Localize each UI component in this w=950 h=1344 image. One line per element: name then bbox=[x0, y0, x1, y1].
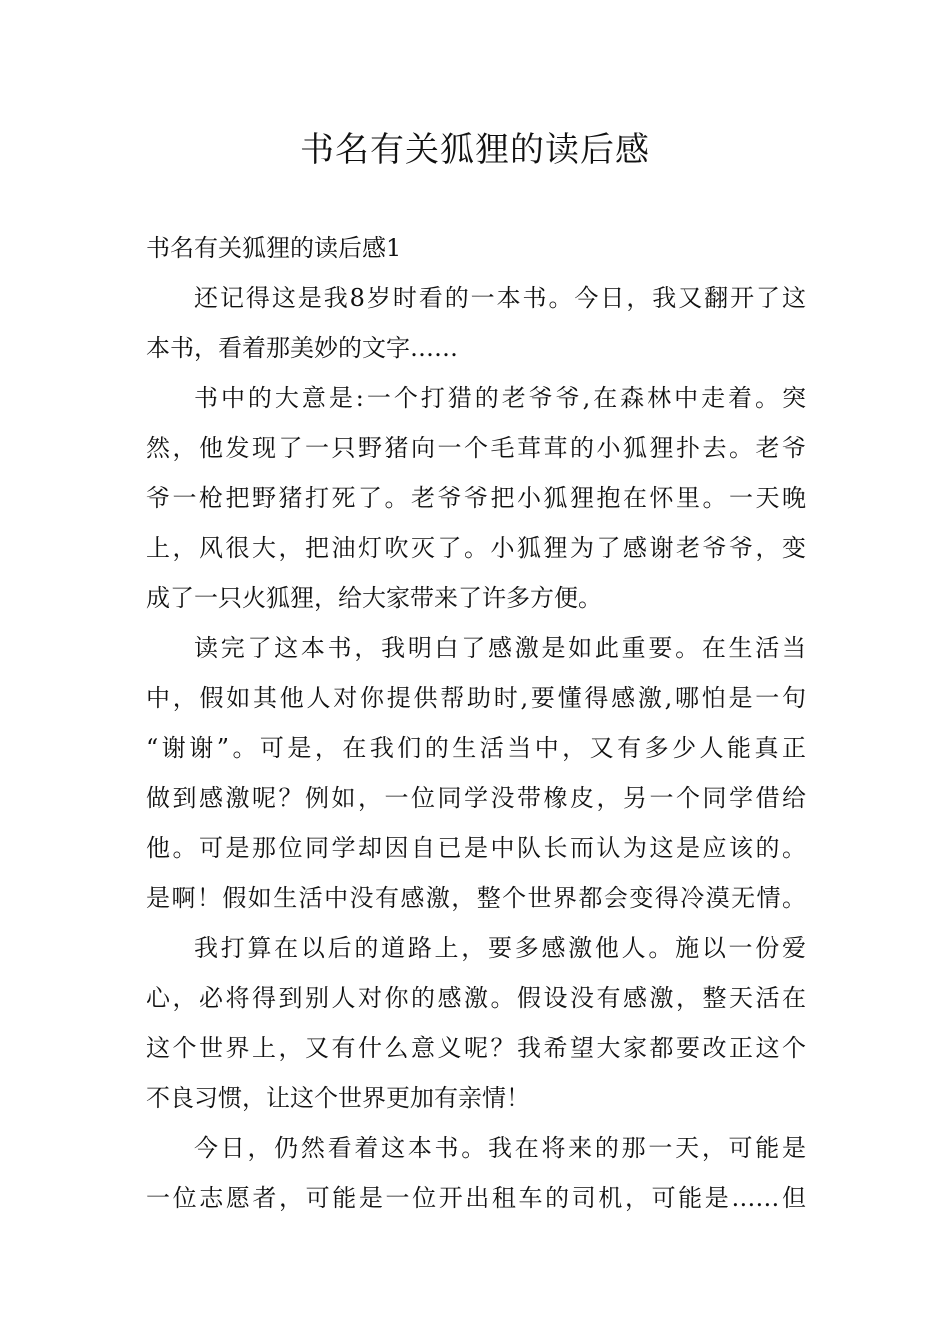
text-line: 中，假如其他人对你提供帮助时,要懂得感激,哪怕是一句 bbox=[146, 684, 806, 712]
section-heading: 书名有关狐狸的读后感1 bbox=[146, 234, 402, 262]
text-line: 本书，看着那美妙的文字…… bbox=[146, 334, 458, 362]
text-line: 上，风很大，把油灯吹灭了。小狐狸为了感谢老爷爷，变 bbox=[146, 534, 806, 562]
text-line: 成了一只火狐狸，给大家带来了许多方便。 bbox=[146, 584, 602, 612]
text-line: 一位志愿者，可能是一位开出租车的司机，可能是……但 bbox=[146, 1184, 806, 1212]
text-line: “谢谢”。可是，在我们的生活当中，又有多少人能真正 bbox=[146, 734, 806, 762]
text-line: 然，他发现了一只野猪向一个毛茸茸的小狐狸扑去。老爷 bbox=[146, 434, 806, 462]
text-line: 还记得这是我8岁时看的一本书。今日，我又翻开了这 bbox=[194, 284, 806, 312]
text-line: 做到感激呢？例如，一位同学没带橡皮，另一个同学借给 bbox=[146, 784, 806, 812]
text-line: 是啊！假如生活中没有感激，整个世界都会变得冷漠无情。 bbox=[146, 884, 806, 912]
text-line: 读完了这本书，我明白了感激是如此重要。在生活当 bbox=[194, 634, 806, 662]
text-line: 书中的大意是:一个打猎的老爷爷,在森林中走着。突 bbox=[194, 384, 806, 412]
document-title: 书名有关狐狸的读后感 bbox=[300, 130, 650, 170]
text-line: 我打算在以后的道路上，要多感激他人。施以一份爱 bbox=[194, 934, 806, 962]
text-line: 心，必将得到别人对你的感激。假设没有感激，整天活在 bbox=[146, 984, 806, 1012]
text-line: 今日，仍然看着这本书。我在将来的那一天，可能是 bbox=[194, 1134, 806, 1162]
text-line: 不良习惯，让这个世界更加有亲情！ bbox=[146, 1084, 530, 1112]
text-line: 爷一枪把野猪打死了。老爷爷把小狐狸抱在怀里。一天晚 bbox=[146, 484, 806, 512]
text-line: 他。可是那位同学却因自已是中队长而认为这是应该的。 bbox=[146, 834, 806, 862]
text-line: 这个世界上，又有什么意义呢？我希望大家都要改正这个 bbox=[146, 1034, 806, 1062]
